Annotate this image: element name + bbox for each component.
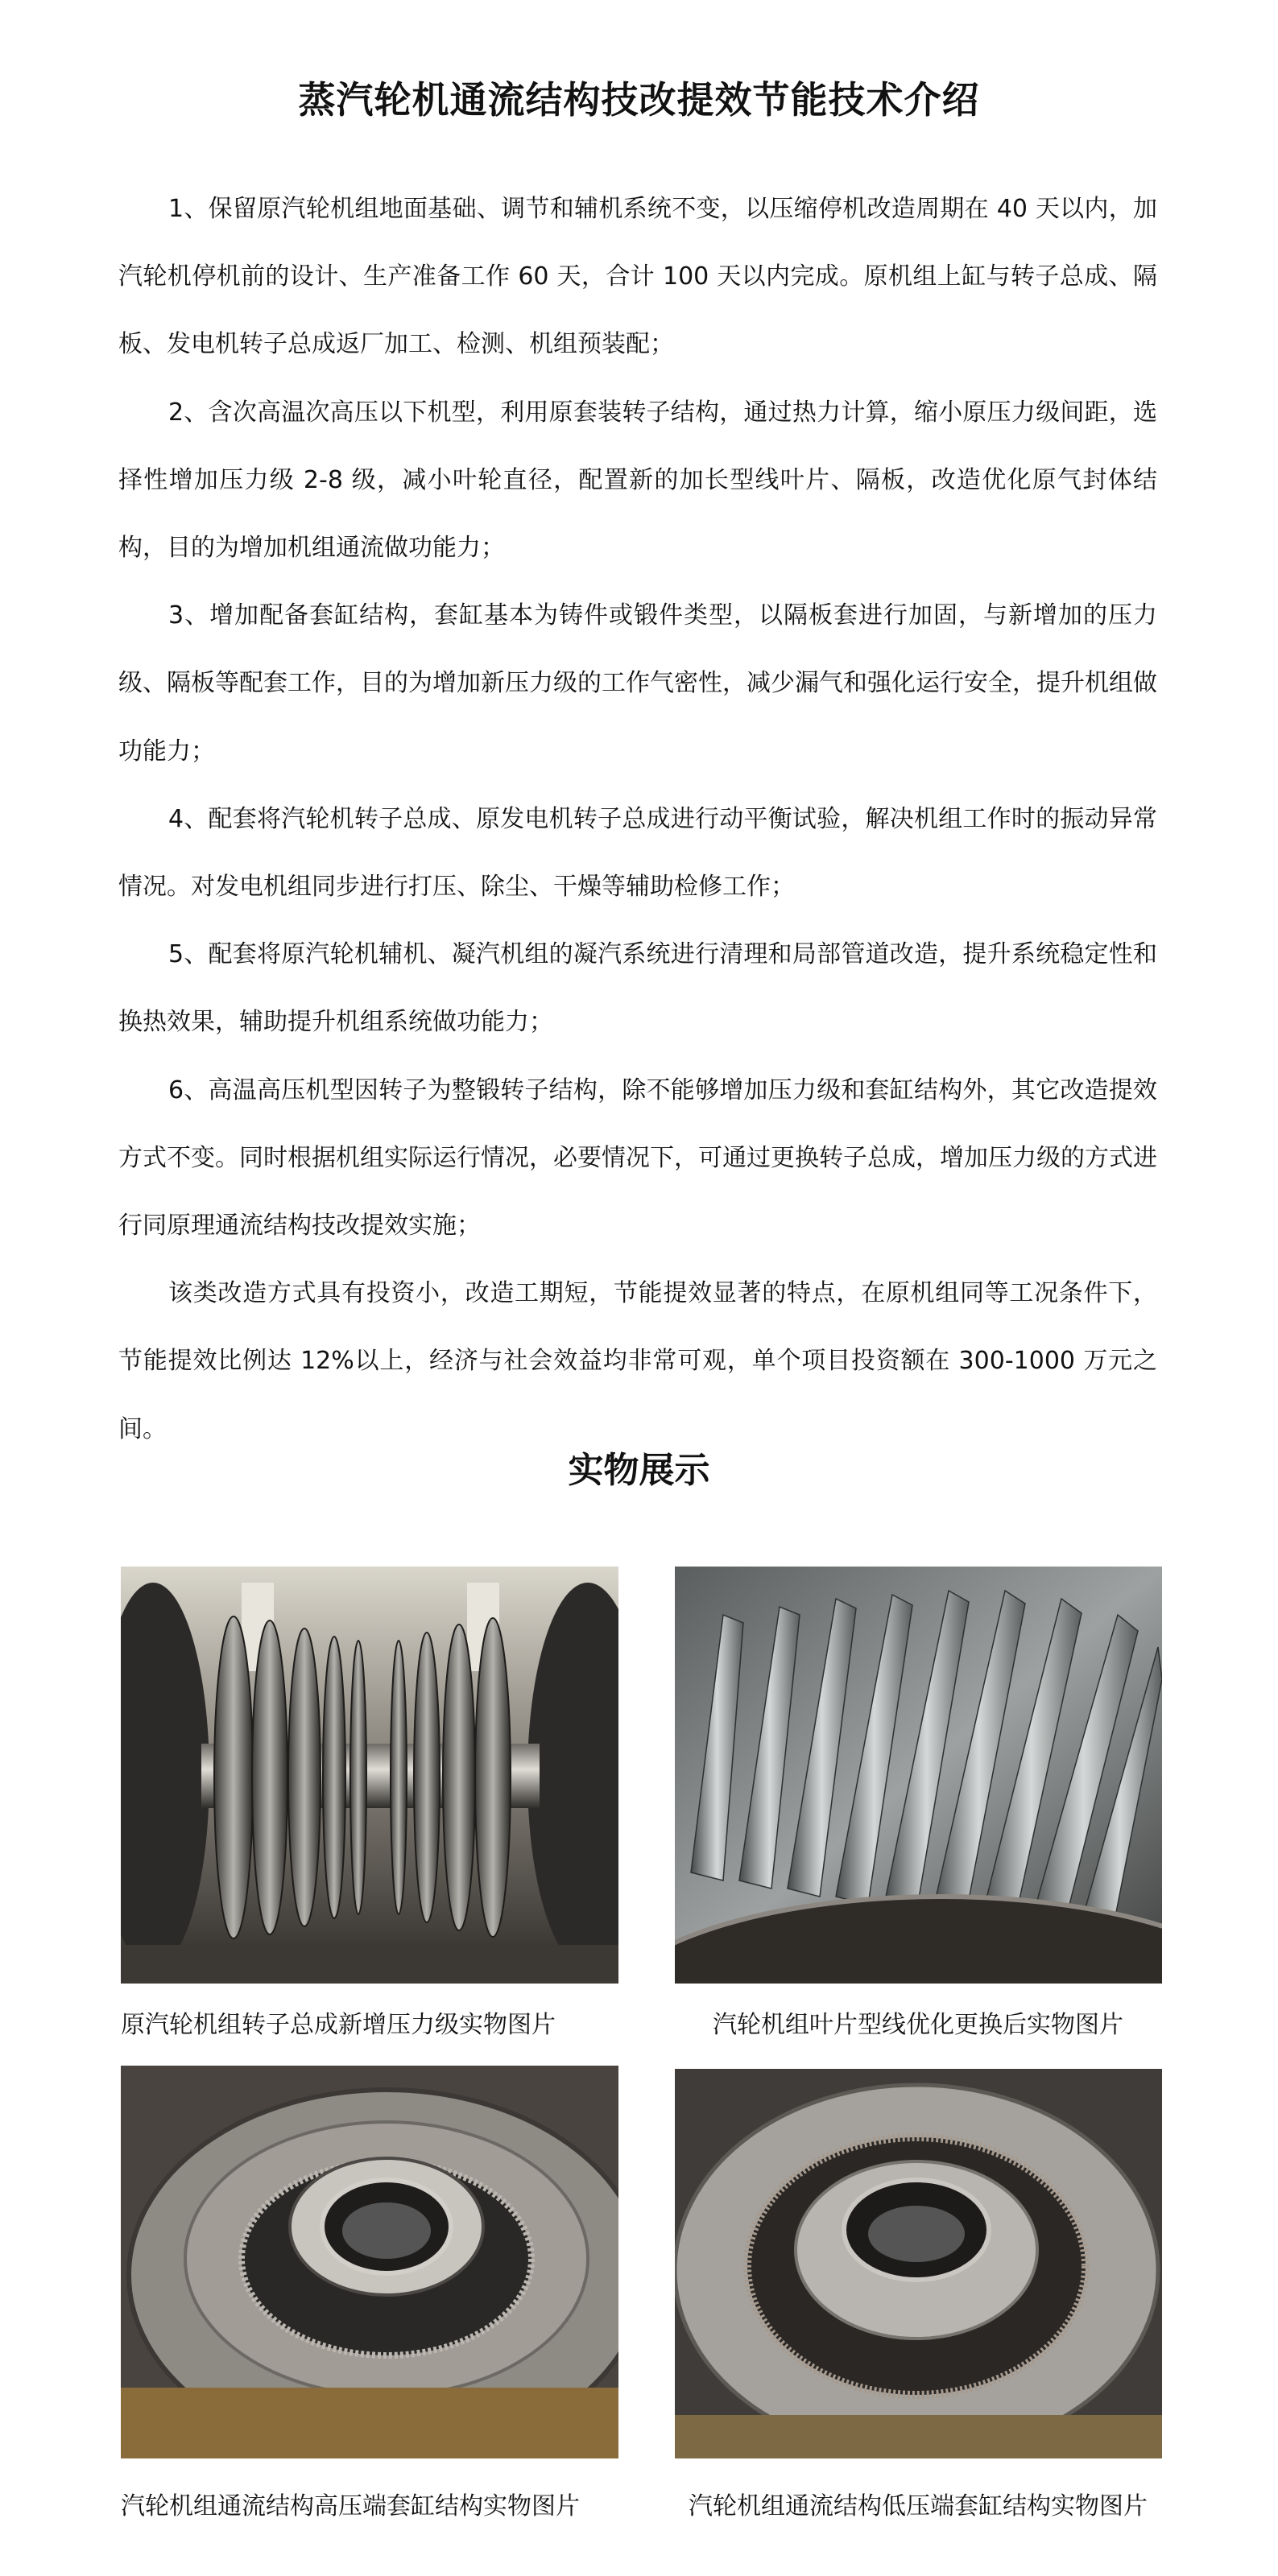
high-pressure-casing-image [121,2066,618,2458]
gallery-title: 实物展示 [568,1450,710,1491]
turbine-blades-image [675,1567,1162,1984]
caption-high-pressure-casing: 汽轮机组通流结构高压端套缸结构实物图片 [121,2492,580,2520]
rotor-assembly-image [121,1567,618,1984]
paragraph-2: 2、含次高温次高压以下机型，利用原套装转子结构，通过热力计算，缩小原压力级间距，选择性增加压力级 2-8 级，减小叶轮直径，配置新的加长型线叶片、隔板，改造优化原气封体结构，目的为增加机组通流做功能力； [118,398,1157,563]
paragraph-3: 3、增加配备套缸结构，套缸基本为铸件或锻件类型，以隔板套进行加固，与新增加的压力级、隔板等配套工作，目的为增加新压力级的工作气密性，减少漏气和强化运行安全，提升机组做功能力； [118,601,1157,766]
low-pressure-casing-photo [675,2069,1162,2458]
paragraph-4: 4、配套将汽轮机转子总成、原发电机转子总成进行动平衡试验，解决机组工作时的振动异常情况。对发电机组同步进行打压、除尘、干燥等辅助检修工作； [118,804,1157,902]
paragraph-5: 5、配套将原汽轮机辅机、凝汽机组的凝汽系统进行清理和局部管道改造，提升系统稳定性和换热效果，辅助提升机组系统做功能力； [118,940,1157,1037]
caption-turbine-blades: 汽轮机组叶片型线优化更换后实物图片 [713,2011,1123,2039]
high-pressure-casing-photo [121,2066,618,2458]
page-title: 蒸汽轮机通流结构技改提效节能技术介绍 [298,78,980,122]
turbine-blades-photo [675,1567,1162,1984]
paragraph-1: 1、保留原汽轮机组地面基础、调节和辅机系统不变，以压缩停机改造周期在 40 天以内，加汽轮机停机前的设计、生产准备工作 60 天，合计 100 天以内完成。原机组上缸与转子总成、隔板、发电机转子总成返厂加工、检测、机组预装配； [118,195,1157,359]
caption-low-pressure-casing: 汽轮机组通流结构低压端套缸结构实物图片 [689,2492,1148,2520]
body-text [118,175,1157,1463]
paragraph-6: 6、高温高压机型因转子为整锻转子结构，除不能够增加压力级和套缸结构外，其它改造提效方式不变。同时根据机组实际运行情况，必要情况下，可通过更换转子总成，增加压力级的方式进行同原理通流结构技改提效实施； [118,1075,1157,1241]
paragraph-summary: 该类改造方式具有投资小，改造工期短，节能提效显著的特点，在原机组同等工况条件下，节能提效比例达 12%以上，经济与社会效益均非常可观，单个项目投资额在 300-1000 万元之间。 [118,1279,1157,1443]
rotor-assembly-photo [121,1567,618,1984]
low-pressure-casing-image [675,2069,1162,2458]
caption-rotor-assembly: 原汽轮机组转子总成新增压力级实物图片 [121,2011,556,2039]
